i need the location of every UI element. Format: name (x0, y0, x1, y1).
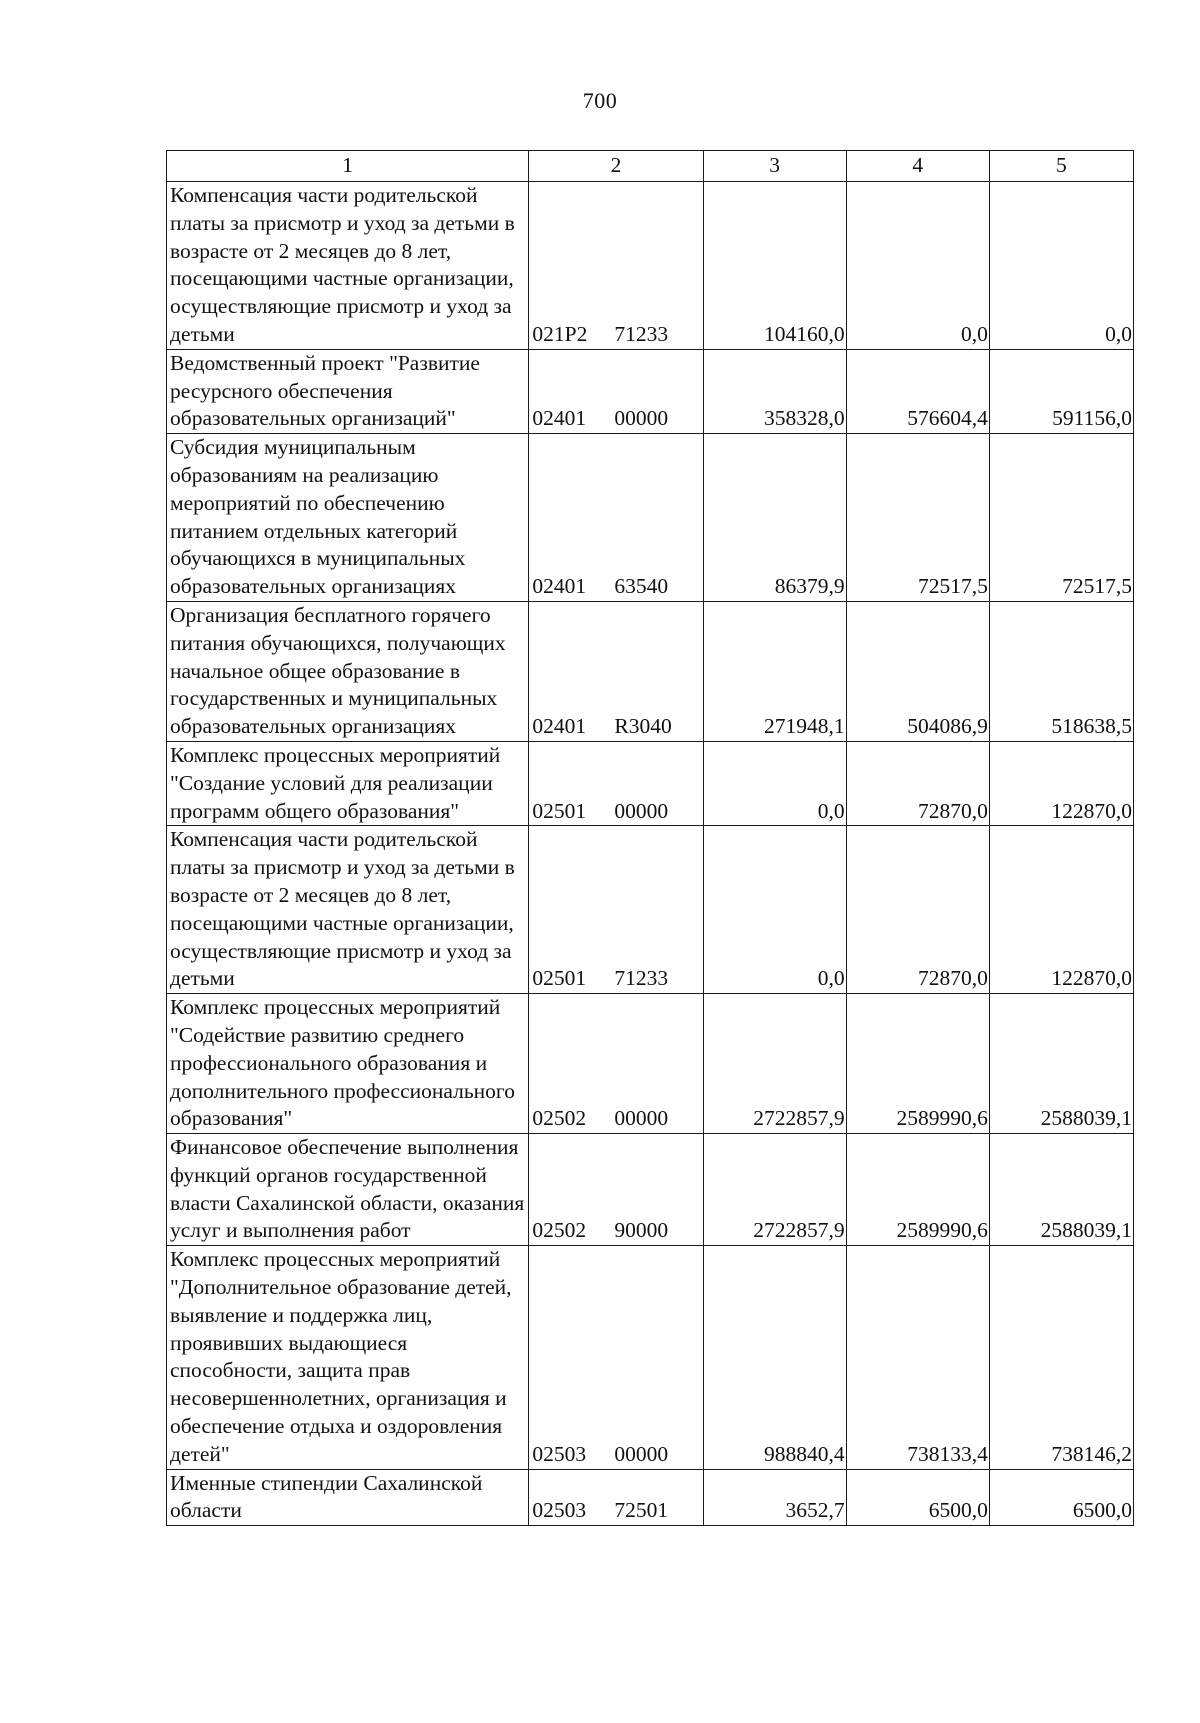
row-value-5: 72517,5 (989, 434, 1133, 602)
table-row (167, 182, 1134, 350)
row-code (529, 994, 703, 1134)
page-number: 700 (582, 88, 618, 113)
row-code (529, 1134, 703, 1246)
direction-code: 00000 (614, 1441, 669, 1466)
row-value-5: 6500,0 (989, 1469, 1133, 1526)
program-code: 02502 (532, 1218, 587, 1243)
direction-code: R3040 (614, 714, 672, 739)
program-code: 02502 (532, 1106, 587, 1131)
row-value-3: 271948,1 (703, 601, 846, 741)
row-value-4: 6500,0 (846, 1469, 989, 1526)
row-value-5: 518638,5 (989, 601, 1133, 741)
direction-code: 63540 (614, 574, 669, 599)
table-row (167, 349, 1134, 433)
row-name: Организация бесплатного горячего питания обучающихся, получающих начальное общее образование в государственных и муниципальных образовательных организациях (167, 601, 529, 741)
row-code (529, 826, 703, 994)
row-value-4: 2589990,6 (846, 1134, 989, 1246)
table-row (167, 1469, 1134, 1526)
table-row (167, 994, 1134, 1134)
row-name: Субсидия муниципальным образованиям на реализацию мероприятий по обеспечению питанием отдельных категорий обучающихся в муниципальных образовательных организациях (167, 434, 529, 602)
row-value-4: 576604,4 (846, 349, 989, 433)
row-name: Финансовое обеспечение выполнения функций органов государственной власти Сахалинской области, оказания услуг и выполнения работ (167, 1134, 529, 1246)
direction-code: 71233 (614, 966, 669, 991)
column-header-2: 2 (529, 151, 703, 182)
table-header-row (167, 151, 1134, 182)
program-code: 02401 (532, 406, 587, 431)
table-row (167, 1134, 1134, 1246)
row-value-3: 0,0 (703, 741, 846, 825)
row-code (529, 182, 703, 350)
row-code (529, 1469, 703, 1526)
row-value-3: 0,0 (703, 826, 846, 994)
row-value-4: 504086,9 (846, 601, 989, 741)
program-code: 02503 (532, 1498, 587, 1523)
direction-code: 00000 (614, 1106, 669, 1131)
program-code: 02503 (532, 1441, 587, 1466)
row-value-5: 2588039,1 (989, 994, 1133, 1134)
row-value-5: 122870,0 (989, 741, 1133, 825)
row-value-4: 738133,4 (846, 1246, 989, 1469)
program-code: 02501 (532, 966, 587, 991)
row-value-5: 122870,0 (989, 826, 1133, 994)
direction-code: 71233 (614, 321, 669, 346)
row-value-4: 72870,0 (846, 826, 989, 994)
table-row (167, 741, 1134, 825)
direction-code: 00000 (614, 406, 669, 431)
row-name: Комплекс процессных мероприятий "Содействие развитию среднего профессионального образования и дополнительного профессионального образования" (167, 994, 529, 1134)
budget-table (166, 150, 1134, 1526)
table-row (167, 826, 1134, 994)
row-value-5: 2588039,1 (989, 1134, 1133, 1246)
row-value-3: 2722857,9 (703, 1134, 846, 1246)
direction-code: 72501 (614, 1498, 669, 1523)
row-code (529, 1246, 703, 1469)
program-code: 02501 (532, 798, 587, 823)
row-value-4: 0,0 (846, 182, 989, 350)
row-code (529, 434, 703, 602)
row-code (529, 741, 703, 825)
row-value-3: 358328,0 (703, 349, 846, 433)
row-name: Комплекс процессных мероприятий "Создание условий для реализации программ общего образования" (167, 741, 529, 825)
row-value-3: 86379,9 (703, 434, 846, 602)
row-value-3: 2722857,9 (703, 994, 846, 1134)
row-value-5: 0,0 (989, 182, 1133, 350)
row-value-3: 3652,7 (703, 1469, 846, 1526)
row-name: Именные стипендии Сахалинской области (167, 1469, 529, 1526)
program-code: 02401 (532, 574, 587, 599)
row-name: Компенсация части родительской платы за присмотр и уход за детьми в возрасте от 2 месяцев до 8 лет, посещающими частные организации, осуществляющие присмотр и уход за детьми (167, 182, 529, 350)
row-code (529, 601, 703, 741)
row-value-4: 2589990,6 (846, 994, 989, 1134)
row-code (529, 349, 703, 433)
row-value-3: 988840,4 (703, 1246, 846, 1469)
row-name: Ведомственный проект "Развитие ресурсного обеспечения образовательных организаций" (167, 349, 529, 433)
program-code: 021P2 (532, 321, 588, 346)
row-value-4: 72517,5 (846, 434, 989, 602)
program-code: 02401 (532, 714, 587, 739)
column-header-5: 5 (989, 151, 1133, 182)
row-name: Компенсация части родительской платы за присмотр и уход за детьми в возрасте от 2 месяцев до 8 лет, посещающими частные организации, осуществляющие присмотр и уход за детьми (167, 826, 529, 994)
direction-code: 90000 (614, 1218, 669, 1243)
row-name: Комплекс процессных мероприятий "Дополнительное образование детей, выявление и поддержка лиц, проявивших выдающиеся способности, защита прав несовершеннолетних, организация и обеспечение отдыха и оздоровления детей" (167, 1246, 529, 1469)
row-value-5: 738146,2 (989, 1246, 1133, 1469)
table-row (167, 434, 1134, 602)
row-value-5: 591156,0 (989, 349, 1133, 433)
table-row (167, 1246, 1134, 1469)
row-value-3: 104160,0 (703, 182, 846, 350)
table-row (167, 601, 1134, 741)
direction-code: 00000 (614, 798, 669, 823)
column-header-1: 1 (167, 151, 529, 182)
column-header-3: 3 (703, 151, 846, 182)
column-header-4: 4 (846, 151, 989, 182)
row-value-4: 72870,0 (846, 741, 989, 825)
